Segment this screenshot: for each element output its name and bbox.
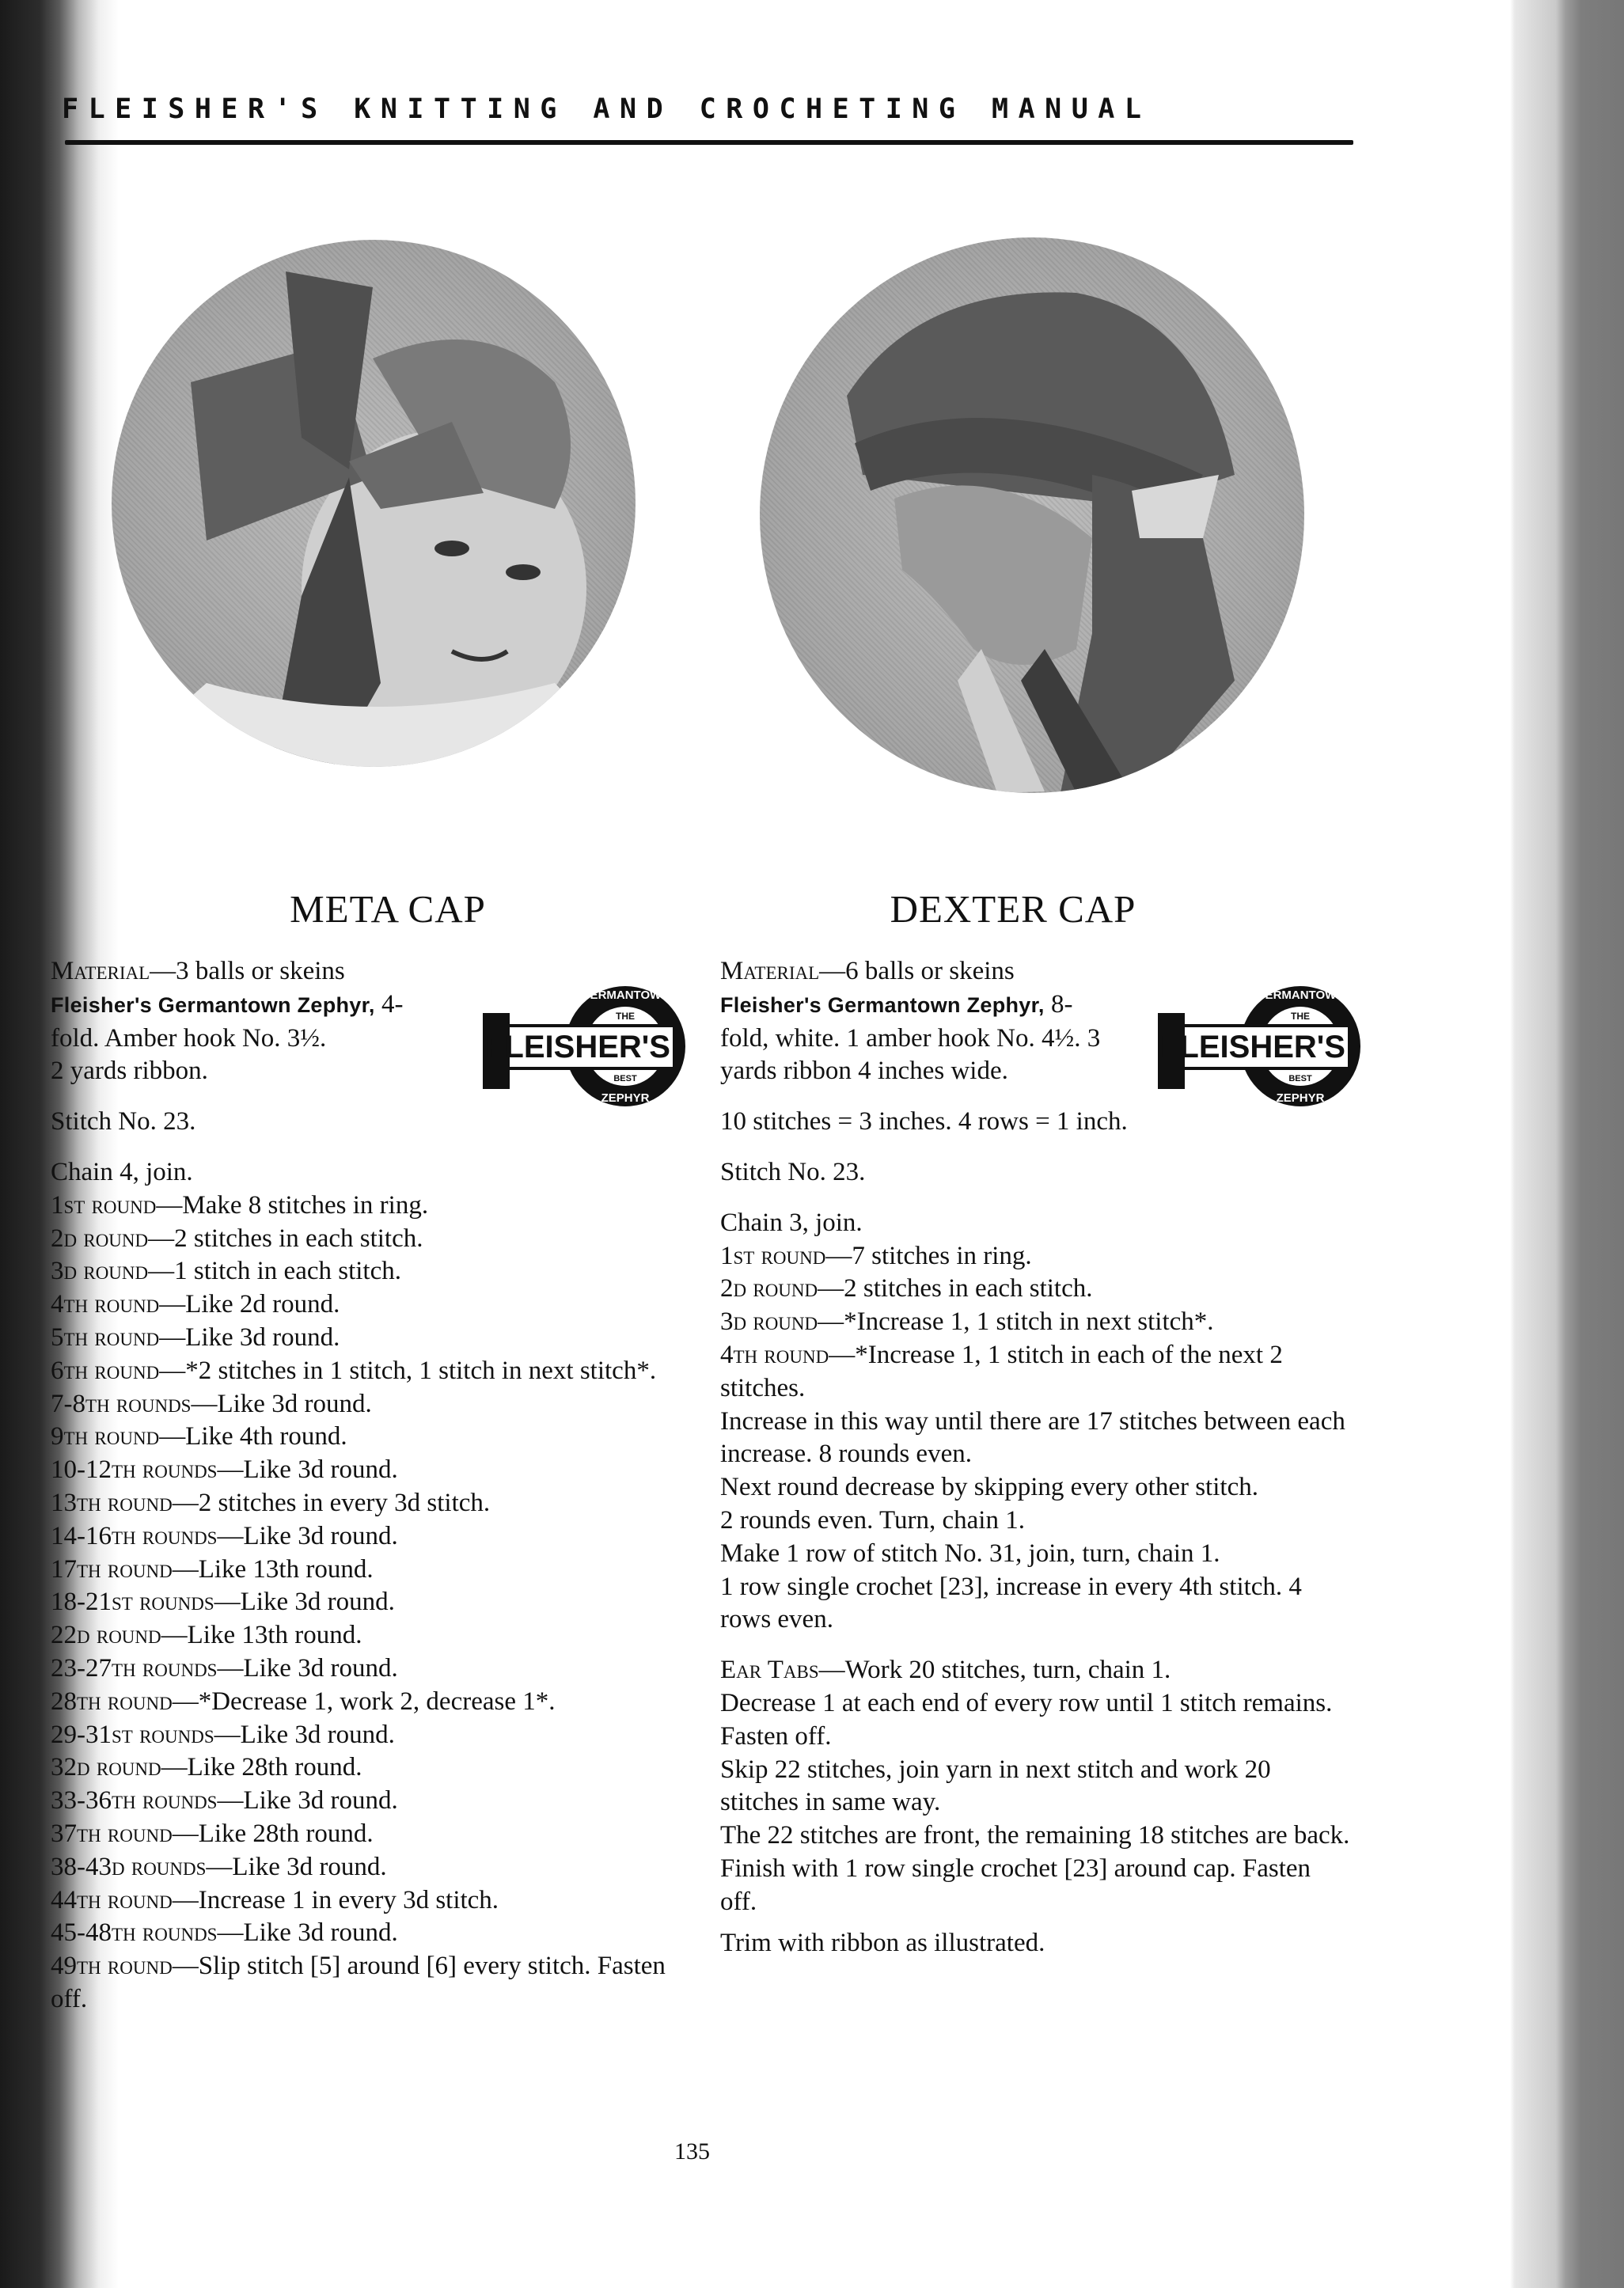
meta-cap-illustration [112,240,636,767]
round-item [51,1586,684,1619]
round-text: —Like 4th round. [159,1422,347,1451]
round-text: —Like 3d round. [217,1653,398,1683]
round-item [51,1719,684,1752]
round-text: —Like 13th round. [161,1621,362,1650]
dexter-cap-title: DEXTER CAP [890,887,1136,931]
round-label: 1st round [51,1190,157,1220]
round-text: —Like 28th round. [172,1819,374,1848]
round-text: —Like 3d round. [217,1455,398,1485]
logo-inner-top: THE [616,1011,635,1022]
dexter-instructions-list [720,1406,1353,1637]
logo-ring-bottom: ZEPHYR [601,1091,650,1105]
round-text: —Increase 1 in every 3d stitch. [172,1885,499,1914]
page-number: 135 [674,2138,710,2165]
dexter-trim: Trim with ribbon as illustrated. [720,1928,1045,1957]
round-text: —Like 3d round. [217,1521,398,1550]
page-edge-shadow [1510,0,1624,2288]
round-text: —Like 13th round. [172,1554,374,1584]
round-item [51,1454,684,1487]
round-label: 29-31st rounds [51,1720,214,1749]
dexter-cap-illustration [760,237,1304,793]
round-label: 13th round [51,1488,173,1517]
round-label: 32d round [51,1753,161,1782]
round-item [720,1240,1353,1273]
round-label: 3d round [51,1257,149,1286]
dexter-material: Material—6 balls or skeins [720,957,1015,985]
logo-inner-bottom: BEST [1288,1074,1312,1083]
logo-inner-bottom: BEST [613,1074,637,1083]
round-text: —Like 3d round. [214,1588,395,1617]
instruction-item: 1 row single crochet [23], increase in every 4th stitch. 4 rows even. [720,1572,1302,1634]
round-item [51,1884,684,1918]
meta-cap-instructions: Material—3 balls or skeins Fleisher's Germantown Zephyr, 4- fold. Amber hook No. 3½. 2 yards ribbon. Stitch No. 23. Chain 4, join. 1st round—Make 8 stitches in ring. 2d round—2 stitches in each stitch. 3d round—1 stitch in each stitch. 4th round—Like 2d round. 5th round—Like 3d round. 6th round—*2 stitches in 1 stitch, 1 stitch in next stitch*. 7-8th rounds—Like 3d round. 9th round—Like 4th round. 10-12th rounds—Like 3d round. 13th round—2 stitches in every 3d stitch. 14-16th rounds—Like 3d round. 17th round—Like 13th round. 18-21st rounds—Like 3d round. 22d round—Like 13th round. 23-27th rounds—Like 3d round. 28th round—*Decrease 1, work 2, decrease 1*. 29-31st rounds—Like 3d round. 32d round—Like 28th round. 33-36th rounds—Like 3d round. 37th round—Like 28th round. 38-43d rounds—Like 3d round. 44th round—Increase 1 in every 3d stitch. 45-48th rounds—Like 3d round. 49th round—Slip stitch [5] around [6] every stitch. Fasten off. [51,955,684,2017]
dexter-ear-tabs: Ear Tabs—Work 20 stitches, turn, chain 1. [720,1656,1171,1685]
round-label: 3d round [720,1307,818,1337]
round-label: 10-12th rounds [51,1455,218,1485]
meta-rounds-list [51,1190,684,2017]
round-label: 18-21st rounds [51,1588,214,1617]
round-label: 22d round [51,1621,161,1650]
round-label: 28th round [51,1687,173,1716]
meta-cap-title: META CAP [290,887,486,931]
round-text: —Like 2d round. [159,1290,340,1319]
round-text: —2 stitches in every 3d stitch. [172,1488,491,1517]
round-item [51,1851,684,1884]
round-item [720,1306,1353,1339]
round-text: —Like 3d round. [217,1918,398,1948]
round-label: 44th round [51,1885,173,1914]
round-label: 14-16th rounds [51,1521,218,1550]
round-label: 33-36th rounds [51,1786,218,1816]
instruction-item: Next round decrease by skipping every other stitch. [720,1473,1258,1502]
round-text: —Like 3d round. [214,1720,395,1749]
round-item [51,1322,684,1355]
round-label: 45-48th rounds [51,1918,218,1948]
dexter-start: Chain 3, join. [720,1208,863,1237]
round-label: 23-27th rounds [51,1653,218,1683]
instruction-item: 2 rounds even. Turn, chain 1. [720,1505,1025,1535]
logo-brand: FLEISHER'S [1160,1030,1345,1064]
round-item [51,1520,684,1554]
round-label: 4th round [51,1290,160,1319]
round-item [720,1273,1353,1306]
round-item [51,1223,684,1256]
round-label: 17th round [51,1554,173,1584]
round-text: —Slip stitch [5] around [6] every stitch. Fasten off. [51,1952,666,2013]
logo-ring-bottom: ZEPHYR [1276,1091,1325,1105]
round-item [51,1190,684,1223]
round-label: 49th round [51,1952,173,1981]
round-label: 7-8th rounds [51,1389,192,1418]
round-text: —Like 3d round. [159,1322,340,1352]
round-text: —Like 3d round. [191,1389,372,1418]
ear-tab-instruction: The 22 stitches are front, the remaining 18 stitches are back. [720,1821,1350,1850]
round-item [51,1554,684,1587]
round-item [51,1421,684,1454]
round-text: —2 stitches in each stitch. [818,1274,1093,1303]
round-item [720,1339,1353,1406]
dexter-cap-photo [760,237,1304,793]
round-item [51,1686,684,1719]
round-item [51,1487,684,1520]
dexter-stitch: Stitch No. 23. [720,1157,866,1186]
logo-inner-top: THE [1291,1011,1310,1022]
round-item [51,1917,684,1950]
instruction-item: Increase in this way until there are 17 stitches between each increase. 8 rounds even. [720,1406,1345,1469]
instruction-item: Make 1 row of stitch No. 31, join, turn, chain 1. [720,1539,1220,1568]
round-text: —*2 stitches in 1 stitch, 1 stitch in next stitch*. [159,1356,657,1385]
round-item [51,1785,684,1818]
dexter-gauge: 10 stitches = 3 inches. 4 rows = 1 inch. [720,1107,1128,1136]
running-head: FLEISHER'S KNITTING AND CROCHETING MANUAL [62,93,1152,125]
round-item [51,1255,684,1288]
dexter-yarn-name: Fleisher's Germantown Zephyr, [720,992,1045,1017]
round-text: —*Decrease 1, work 2, decrease 1*. [172,1687,556,1716]
round-item [51,1652,684,1686]
round-item [51,1388,684,1421]
round-label: 38-43d rounds [51,1852,207,1881]
round-item [51,1751,684,1785]
round-text: —*Increase 1, 1 stitch in each of the next 2 stitches. [720,1340,1283,1402]
dexter-cap-instructions: Material—6 balls or skeins Fleisher's Germantown Zephyr, 8- fold, white. 1 amber hook No. 4½. 3 yards ribbon 4 inches wide. 10 stitches = 3 inches. 4 rows = 1 inch. Stitch No. 23. Chain 3, join. 1st round—7 stitches in ring. 2d round—2 stitches in each stitch. 3d round—*Increase 1, 1 stitch in next stitch*. 4th round—*Increase 1, 1 stitch in each of the next 2 stitches. Increase in this way until there are 17 stitches between each increase. 8 rounds even. Next round decrease by skipping every other stitch. 2 rounds even. Turn, chain 1. Make 1 row of stitch No. 31, join, turn, chain 1. 1 row single crochet [23], increase in every 4th stitch. 4 rows even. Ear Tabs—Work 20 stitches, turn, chain 1. Decrease 1 at each end of every row until 1 stitch remains. Fasten off. Skip 22 stitches, join yarn in next stitch and work 20 stitches in same way. The 22 stitches are front, the remaining 18 stitches are back. Finish with 1 row single crochet [23] around cap. Fasten off. Trim with ribbon as illustrated. [720,955,1353,1960]
round-label: 37th round [51,1819,173,1848]
round-text: —Like 3d round. [206,1852,387,1881]
round-label: 9th round [51,1422,160,1451]
round-text: —Make 8 stitches in ring. [156,1190,429,1220]
round-label: 5th round [51,1322,160,1352]
ear-tab-instruction: Finish with 1 row single crochet [23] around cap. Fasten off. [720,1854,1311,1916]
round-label: 2d round [720,1274,818,1303]
round-label: 2d round [51,1224,149,1253]
meta-material: Material—3 balls or skeins [51,957,345,985]
round-label: 6th round [51,1356,160,1385]
round-text: —1 stitch in each stitch. [148,1257,401,1286]
dexter-rounds-list [720,1240,1353,1406]
dexter-ear-tabs-list [720,1687,1353,1919]
round-text: —*Increase 1, 1 stitch in next stitch*. [818,1307,1214,1337]
meta-material-cont: fold. Amber hook No. 3½. [51,1023,327,1053]
round-item [51,1818,684,1851]
dexter-material-cont: fold, white. 1 amber hook No. 4½. 3 yards ribbon 4 inches wide. [720,1023,1101,1086]
meta-cap-photo [112,240,636,767]
round-item [51,1619,684,1652]
meta-start: Chain 4, join. [51,1157,193,1186]
logo-ring-top: GERMANTOWN [1255,988,1345,1002]
round-text: —7 stitches in ring. [825,1241,1032,1270]
round-text: —Like 3d round. [217,1786,398,1816]
round-text: —2 stitches in each stitch. [148,1224,423,1253]
logo-brand: FLEISHER'S [485,1030,670,1064]
round-label: 1st round [720,1241,826,1270]
meta-yarn-name: Fleisher's Germantown Zephyr, [51,992,375,1017]
round-label: 4th round [720,1340,829,1369]
round-text: —Like 28th round. [161,1753,362,1782]
round-item [51,1288,684,1322]
ear-tab-instruction: Skip 22 stitches, join yarn in next stitch and work 20 stitches in same way. [720,1755,1271,1817]
round-item [51,1355,684,1388]
logo-ring-top: GERMANTOWN [580,988,670,1002]
ear-tab-instruction: Decrease 1 at each end of every row until 1 stitch remains. Fasten off. [720,1688,1333,1751]
header-rule [65,140,1353,145]
meta-material-ribbon: 2 yards ribbon. [51,1057,208,1086]
meta-stitch: Stitch No. 23. [51,1107,196,1136]
round-item [51,1950,684,2017]
